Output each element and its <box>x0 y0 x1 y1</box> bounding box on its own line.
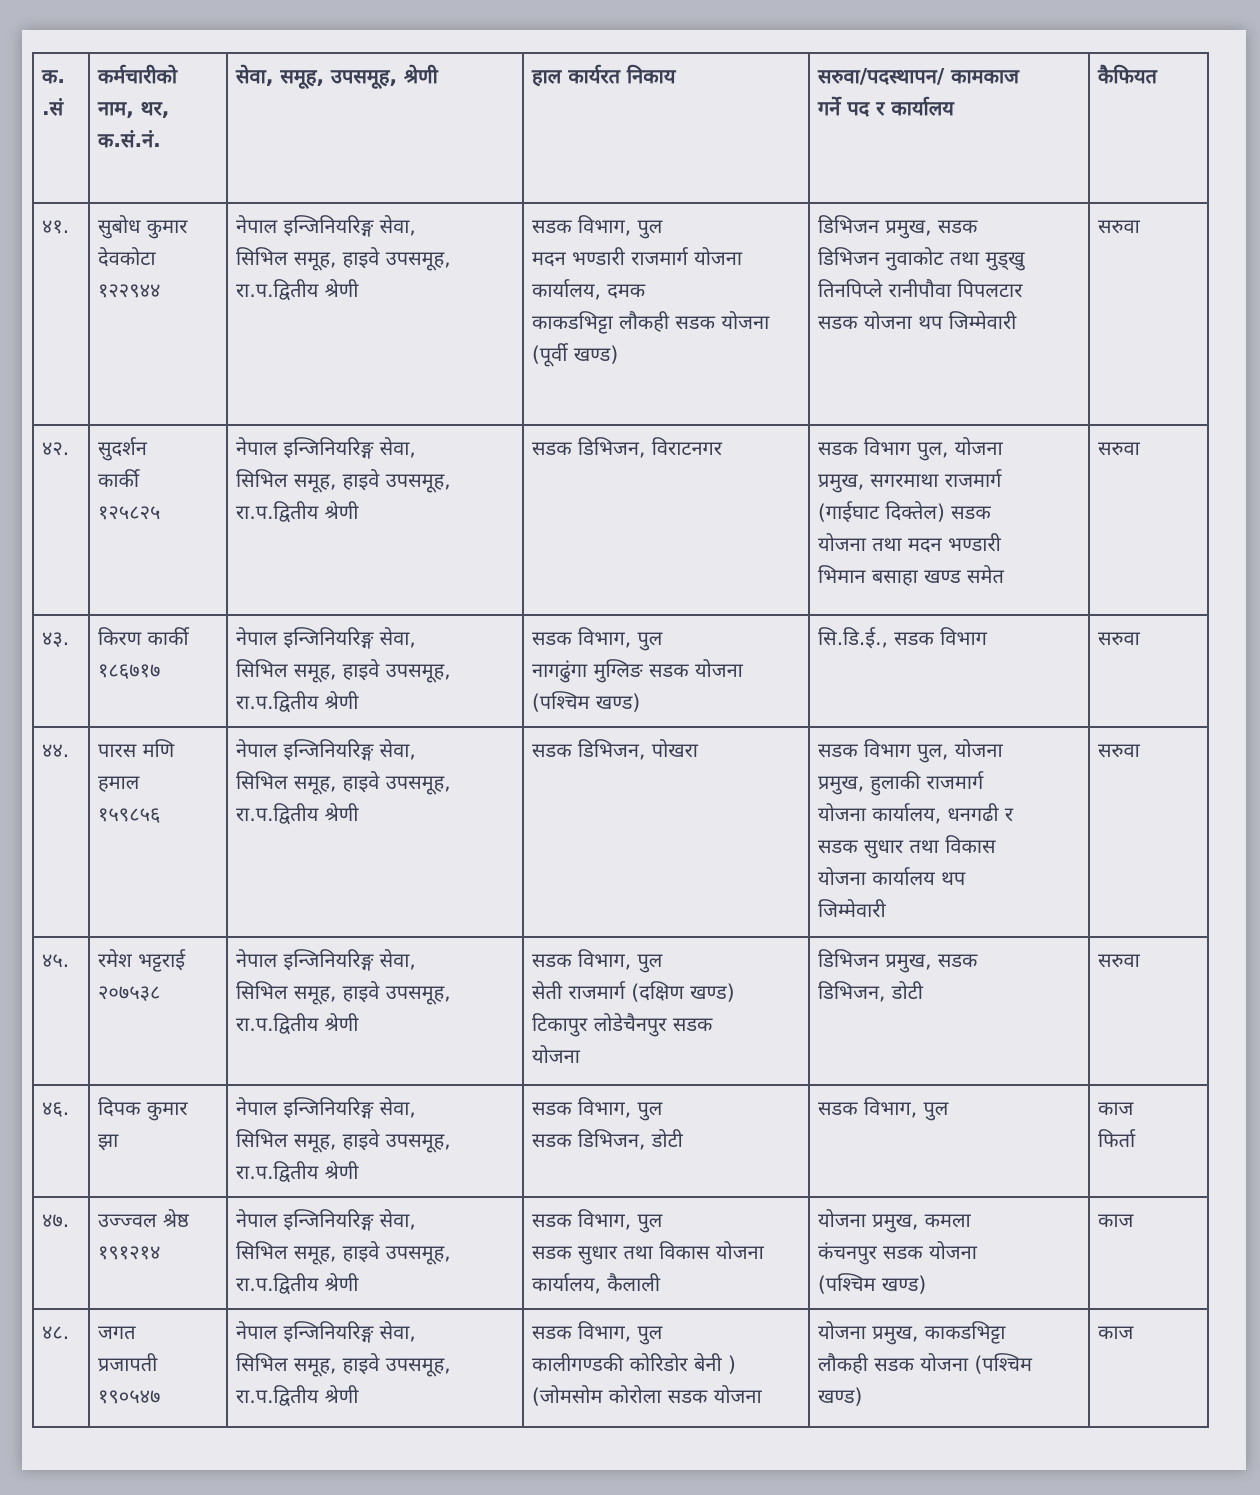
header-current-office: हाल कार्यरत निकाय <box>523 53 809 203</box>
cell-remarks: काज <box>1089 1309 1208 1427</box>
cell-current-office: सडक विभाग, पुल सडक सुधार तथा विकास योजना कार्यालय, कैलाली <box>523 1197 809 1309</box>
cell-remarks: सरुवा <box>1089 727 1208 937</box>
cell-remarks: सरुवा <box>1089 203 1208 425</box>
cell-serial-number: ४४. <box>33 727 89 937</box>
cell-remarks: काज <box>1089 1197 1208 1309</box>
cell-remarks: सरुवा <box>1089 937 1208 1085</box>
cell-new-post: डिभिजन प्रमुख, सडक डिभिजन, डोटी <box>809 937 1089 1085</box>
table-row <box>33 203 1208 425</box>
table-row <box>33 615 1208 727</box>
transfer-table <box>32 52 1209 1428</box>
cell-service-group: नेपाल इन्जिनियरिङ्ग सेवा, सिभिल समूह, हाइवे उपसमूह, रा.प.द्वितीय श्रेणी <box>227 425 523 615</box>
cell-serial-number: ४८. <box>33 1309 89 1427</box>
cell-current-office: सडक डिभिजन, पोखरा <box>523 727 809 937</box>
cell-current-office: सडक विभाग, पुल सडक डिभिजन, डोटी <box>523 1085 809 1197</box>
table-row <box>33 1197 1208 1309</box>
cell-employee-name: उज्ज्वल श्रेष्ठ १९१२१४ <box>89 1197 227 1309</box>
table-row <box>33 425 1208 615</box>
cell-employee-name: रमेश भट्टराई २०७५३८ <box>89 937 227 1085</box>
cell-current-office: सडक विभाग, पुल मदन भण्डारी राजमार्ग योजना कार्यालय, दमक काकडभिट्टा लौकही सडक योजना (पूर्वी खण्ड) <box>523 203 809 425</box>
cell-service-group: नेपाल इन्जिनियरिङ्ग सेवा, सिभिल समूह, हाइवे उपसमूह, रा.प.द्वितीय श्रेणी <box>227 727 523 937</box>
cell-remarks: काज फिर्ता <box>1089 1085 1208 1197</box>
cell-serial-number: ४३. <box>33 615 89 727</box>
cell-new-post: सि.डि.ई., सडक विभाग <box>809 615 1089 727</box>
table-row <box>33 1085 1208 1197</box>
header-new-post: सरुवा/पदस्थापन/ कामकाज गर्ने पद र कार्यालय <box>809 53 1089 203</box>
cell-current-office: सडक विभाग, पुल कालीगण्डकी कोरिडोर बेनी ) (जोमसोम कोरोला सडक योजना <box>523 1309 809 1427</box>
cell-current-office: सडक विभाग, पुल सेती राजमार्ग (दक्षिण खण्ड) टिकापुर लोडेचैनपुर सडक योजना <box>523 937 809 1085</box>
cell-employee-name: सुबोध कुमार देवकोटा १२२९४४ <box>89 203 227 425</box>
cell-employee-name: सुदर्शन कार्की १२५८२५ <box>89 425 227 615</box>
cell-new-post: योजना प्रमुख, कमला कंचनपुर सडक योजना (पश्चिम खण्ड) <box>809 1197 1089 1309</box>
cell-new-post: योजना प्रमुख, काकडभिट्टा लौकही सडक योजना (पश्चिम खण्ड) <box>809 1309 1089 1427</box>
header-serial-number: क. .सं <box>33 53 89 203</box>
table-row <box>33 937 1208 1085</box>
cell-service-group: नेपाल इन्जिनियरिङ्ग सेवा, सिभिल समूह, हाइवे उपसमूह, रा.प.द्वितीय श्रेणी <box>227 1085 523 1197</box>
cell-service-group: नेपाल इन्जिनियरिङ्ग सेवा, सिभिल समूह, हाइवे उपसमूह, रा.प.द्वितीय श्रेणी <box>227 203 523 425</box>
header-service-group: सेवा, समूह, उपसमूह, श्रेणी <box>227 53 523 203</box>
cell-employee-name: जगत प्रजापती १९०५४७ <box>89 1309 227 1427</box>
header-remarks: कैफियत <box>1089 53 1208 203</box>
document-sheet <box>22 30 1246 1470</box>
cell-new-post: सडक विभाग, पुल <box>809 1085 1089 1197</box>
cell-service-group: नेपाल इन्जिनियरिङ्ग सेवा, सिभिल समूह, हाइवे उपसमूह, रा.प.द्वितीय श्रेणी <box>227 1309 523 1427</box>
cell-serial-number: ४२. <box>33 425 89 615</box>
cell-new-post: सडक विभाग पुल, योजना प्रमुख, हुलाकी राजमार्ग योजना कार्यालय, धनगढी र सडक सुधार तथा विकास योजना कार्यालय थप जिम्मेवारी <box>809 727 1089 937</box>
header-employee-name: कर्मचारीको नाम, थर, क.सं.नं. <box>89 53 227 203</box>
cell-new-post: सडक विभाग पुल, योजना प्रमुख, सगरमाथा राजमार्ग (गाईघाट दिक्तेल) सडक योजना तथा मदन भण्डारी भिमान बसाहा खण्ड समेत <box>809 425 1089 615</box>
cell-new-post: डिभिजन प्रमुख, सडक डिभिजन नुवाकोट तथा मुड्खु तिनपिप्ले रानीपौवा पिपलटार सडक योजना थप जिम्मेवारी <box>809 203 1089 425</box>
cell-employee-name: दिपक कुमार झा <box>89 1085 227 1197</box>
cell-service-group: नेपाल इन्जिनियरिङ्ग सेवा, सिभिल समूह, हाइवे उपसमूह, रा.प.द्वितीय श्रेणी <box>227 937 523 1085</box>
cell-remarks: सरुवा <box>1089 615 1208 727</box>
cell-employee-name: पारस मणि हमाल १५९८५६ <box>89 727 227 937</box>
cell-remarks: सरुवा <box>1089 425 1208 615</box>
cell-service-group: नेपाल इन्जिनियरिङ्ग सेवा, सिभिल समूह, हाइवे उपसमूह, रा.प.द्वितीय श्रेणी <box>227 1197 523 1309</box>
cell-serial-number: ४१. <box>33 203 89 425</box>
cell-serial-number: ४७. <box>33 1197 89 1309</box>
cell-current-office: सडक विभाग, पुल नागढुंगा मुग्लिङ सडक योजना (पश्चिम खण्ड) <box>523 615 809 727</box>
cell-serial-number: ४५. <box>33 937 89 1085</box>
cell-employee-name: किरण कार्की १८६७१७ <box>89 615 227 727</box>
table-row <box>33 1309 1208 1427</box>
table-row <box>33 727 1208 937</box>
cell-serial-number: ४६. <box>33 1085 89 1197</box>
cell-current-office: सडक डिभिजन, विराटनगर <box>523 425 809 615</box>
cell-service-group: नेपाल इन्जिनियरिङ्ग सेवा, सिभिल समूह, हाइवे उपसमूह, रा.प.द्वितीय श्रेणी <box>227 615 523 727</box>
table-header-row <box>33 53 1208 203</box>
